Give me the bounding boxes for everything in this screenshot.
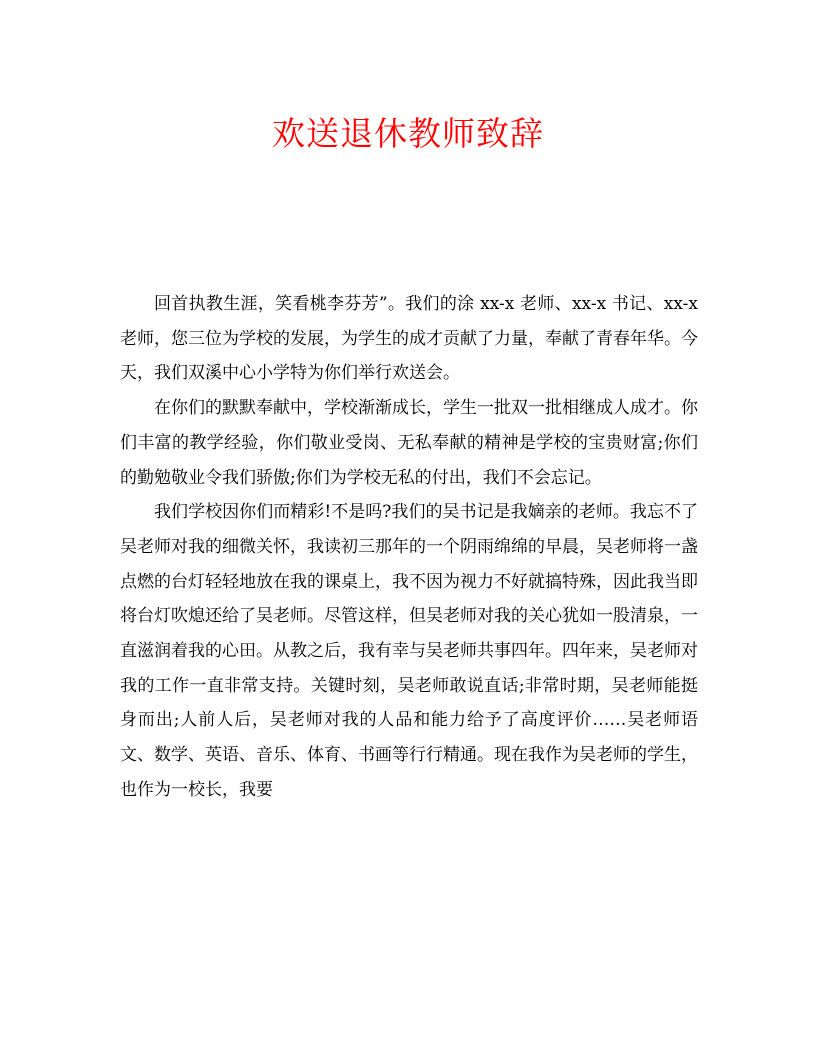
paragraph-1: 回首执教生涯，笑看桃李芬芳”。我们的涂 xx-x 老师、xx-x 书记、xx-x 老师，您三位为学校的发展，为学生的成才贡献了力量，奉献了青春年华。今天，我们双溪中心小学特为你们举行欢送会。: [120, 294, 698, 384]
paragraph-2: 在你们的默默奉献中，学校渐渐成长，学生一批双一批相继成人成才。你们丰富的教学经验，你们敬业受岗、无私奉献的精神是学校的宝贵财富;你们的勤勉敬业令我们骄傲;你们为学校无私的付出，我们不会忘记。: [120, 398, 698, 488]
paragraph-3: 我们学校因你们而精彩!不是吗?我们的吴书记是我嫡亲的老师。我忘不了吴老师对我的细微关怀，我读初三那年的一个阴雨绵绵的早晨，吴老师将一盏点燃的台灯轻轻地放在我的课桌上，我不因为视力不好就搞特殊，因此我当即将台灯吹熄还给了吴老师。尽管这样，但吴老师对我的关心犹如一股清泉，一直滋润着我的心田。从教之后，我有幸与吴老师共事四年。四年来，吴老师对我的工作一直非常支持。关键时刻，吴老师敢说直话;非常时期，吴老师能挺身而出;人前人后，吴老师对我的人品和能力给予了高度评价……吴老师语文、数学、英语、音乐、体育、书画等行行精通。现在我作为吴老师的学生，也作为一校长，我要: [120, 502, 698, 800]
document-body: [120, 287, 698, 808]
document-title: 欢送退休教师致辞: [272, 114, 544, 153]
